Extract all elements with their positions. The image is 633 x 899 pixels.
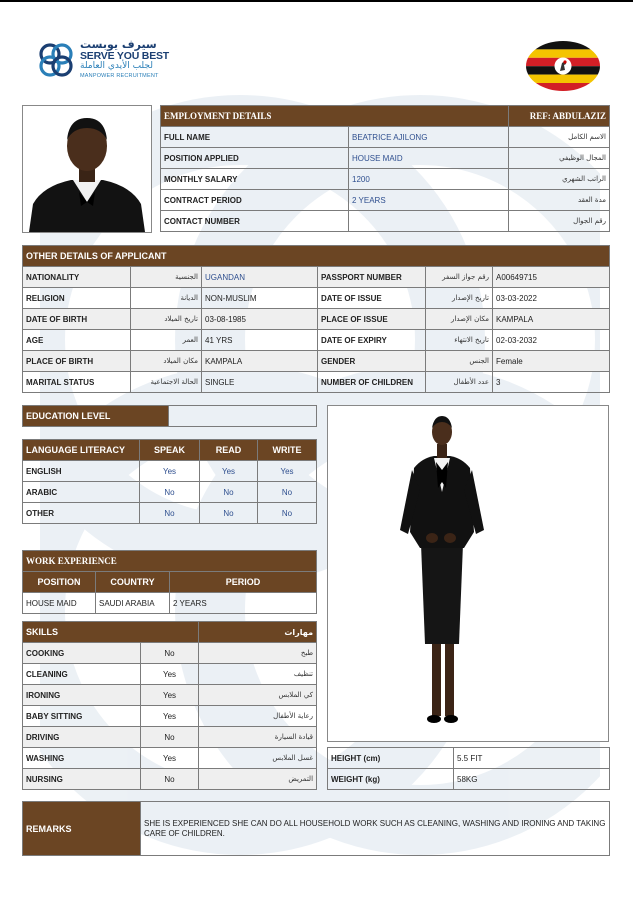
remarks-table xyxy=(22,801,610,856)
other-details-table xyxy=(22,245,610,393)
speak-header: SPEAK xyxy=(140,440,200,461)
skill-label-ar: تنظيف xyxy=(199,664,317,685)
work-period-value: 2 YEARS xyxy=(170,593,317,614)
speak-value: No xyxy=(140,503,200,524)
height-value: 5.5 FIT xyxy=(454,748,610,769)
skill-label-ar: التمريض xyxy=(199,769,317,790)
table-row xyxy=(23,727,317,748)
place-of-issue-label-ar: مكان الإصدار xyxy=(426,309,493,330)
table-row xyxy=(23,685,317,706)
education-level-value xyxy=(169,406,317,427)
position-applied-label: POSITION APPLIED xyxy=(161,148,349,169)
company-logo xyxy=(36,38,176,84)
table-row xyxy=(23,748,317,769)
skills-table xyxy=(22,621,317,790)
skill-label: CLEANING xyxy=(23,664,141,685)
date-of-birth-label-ar: تاريخ الميلاد xyxy=(131,309,202,330)
table-row xyxy=(23,482,317,503)
gender-value: Female xyxy=(493,351,610,372)
logo-arabic-name: سيرف يوبست xyxy=(80,38,157,51)
top-rule xyxy=(0,0,633,2)
skills-title-ar: مهارات xyxy=(199,622,317,643)
place-of-issue-label: PLACE OF ISSUE xyxy=(318,309,426,330)
monthly-salary-label-ar: الراتب الشهري xyxy=(509,169,610,190)
language-name: OTHER xyxy=(23,503,140,524)
full-name-label: FULL NAME xyxy=(161,127,349,148)
applicant-headshot-photo xyxy=(22,105,152,233)
place-of-birth-value: KAMPALA xyxy=(202,351,318,372)
table-row xyxy=(161,127,610,148)
gender-label: GENDER xyxy=(318,351,426,372)
skill-label: NURSING xyxy=(23,769,141,790)
full-name-value: BEATRICE AJILONG xyxy=(349,127,509,148)
logo-english-name: SERVE YOU BEST xyxy=(80,50,170,62)
measurements-table xyxy=(327,747,610,790)
work-experience-table xyxy=(22,550,317,614)
table-row xyxy=(328,748,610,769)
age-value: 41 YRS xyxy=(202,330,318,351)
table-row xyxy=(23,267,610,288)
monthly-salary-value: 1200 xyxy=(349,169,509,190)
contact-number-label: CONTACT NUMBER xyxy=(161,211,349,232)
work-position-value: HOUSE MAID xyxy=(23,593,96,614)
table-row xyxy=(23,372,610,393)
language-literacy-title: LANGUAGE LITERACY xyxy=(23,440,140,461)
height-label: HEIGHT (cm) xyxy=(328,748,454,769)
date-of-birth-label: DATE OF BIRTH xyxy=(23,309,131,330)
skill-label: WASHING xyxy=(23,748,141,769)
read-value: No xyxy=(200,482,258,503)
skill-value: Yes xyxy=(141,664,199,685)
period-header: PERIOD xyxy=(170,572,317,593)
speak-value: Yes xyxy=(140,461,200,482)
position-applied-label-ar: المجال الوظيفي xyxy=(509,148,610,169)
skill-value: Yes xyxy=(141,685,199,706)
contract-period-label: CONTRACT PERIOD xyxy=(161,190,349,211)
speak-value: No xyxy=(140,482,200,503)
table-row xyxy=(23,503,317,524)
skill-value: Yes xyxy=(141,706,199,727)
education-level-table xyxy=(22,405,317,427)
table-row xyxy=(328,769,610,790)
skill-value: No xyxy=(141,643,199,664)
write-value: No xyxy=(258,503,317,524)
passport-number-value: A00649715 xyxy=(493,267,610,288)
table-row xyxy=(23,643,317,664)
contact-number-value xyxy=(349,211,509,232)
skill-value: No xyxy=(141,769,199,790)
date-of-expiry-label-ar: تاريخ الانتهاء xyxy=(426,330,493,351)
logo-mark-icon xyxy=(36,40,76,80)
read-value: No xyxy=(200,503,258,524)
date-of-issue-value: 03-03-2022 xyxy=(493,288,610,309)
applicant-full-body-photo xyxy=(327,405,609,742)
number-of-children-label-ar: عدد الأطفال xyxy=(426,372,493,393)
skill-label-ar: طبخ xyxy=(199,643,317,664)
skill-label: DRIVING xyxy=(23,727,141,748)
contact-number-label-ar: رقم الجوال xyxy=(509,211,610,232)
date-of-expiry-value: 02-03-2032 xyxy=(493,330,610,351)
date-of-issue-label-ar: تاريخ الإصدار xyxy=(426,288,493,309)
table-row xyxy=(23,351,610,372)
table-row xyxy=(23,288,610,309)
write-header: WRITE xyxy=(258,440,317,461)
gender-label-ar: الجنس xyxy=(426,351,493,372)
write-value: Yes xyxy=(258,461,317,482)
table-row xyxy=(23,769,317,790)
date-of-birth-value: 03-08-1985 xyxy=(202,309,318,330)
weight-label: WEIGHT (kg) xyxy=(328,769,454,790)
nationality-label-ar: الجنسية xyxy=(131,267,202,288)
logo-arabic-sub: لجلب الأيدي العاملة xyxy=(80,61,153,71)
passport-number-label-ar: رقم جواز السفر xyxy=(426,267,493,288)
table-row xyxy=(161,190,610,211)
age-label-ar: العمر xyxy=(131,330,202,351)
education-level-title: EDUCATION LEVEL xyxy=(23,406,169,427)
religion-value: NON-MUSLIM xyxy=(202,288,318,309)
skill-label-ar: قيادة السيارة xyxy=(199,727,317,748)
number-of-children-label: NUMBER OF CHILDREN xyxy=(318,372,426,393)
skill-label: BABY SITTING xyxy=(23,706,141,727)
language-name: ENGLISH xyxy=(23,461,140,482)
date-of-expiry-label: DATE OF EXPIRY xyxy=(318,330,426,351)
date-of-issue-label: DATE OF ISSUE xyxy=(318,288,426,309)
table-row xyxy=(23,330,610,351)
skill-label: COOKING xyxy=(23,643,141,664)
employment-details-title: EMPLOYMENT DETAILS xyxy=(161,106,509,127)
number-of-children-value: 3 xyxy=(493,372,610,393)
table-row xyxy=(23,664,317,685)
remarks-label: REMARKS xyxy=(23,802,141,856)
position-applied-value: HOUSE MAID xyxy=(349,148,509,169)
table-row xyxy=(23,309,610,330)
remarks-text: SHE IS EXPERIENCED SHE CAN DO ALL HOUSEHOLD WORK SUCH AS CLEANING, WASHING AND IRONING AND TAKING CARE OF CHILDREN. xyxy=(141,802,610,856)
work-experience-title: WORK EXPERIENCE xyxy=(23,551,317,572)
marital-status-label: MARITAL STATUS xyxy=(23,372,131,393)
weight-value: 58KG xyxy=(454,769,610,790)
age-label: AGE xyxy=(23,330,131,351)
write-value: No xyxy=(258,482,317,503)
religion-label: RELIGION xyxy=(23,288,131,309)
marital-status-label-ar: الحالة الاجتماعية xyxy=(131,372,202,393)
religion-label-ar: الديانة xyxy=(131,288,202,309)
monthly-salary-label: MONTHLY SALARY xyxy=(161,169,349,190)
skill-label-ar: رعاية الأطفال xyxy=(199,706,317,727)
skill-value: No xyxy=(141,727,199,748)
skill-label-ar: غسل الملابس xyxy=(199,748,317,769)
table-row xyxy=(161,169,610,190)
skill-label: IRONING xyxy=(23,685,141,706)
skills-title: SKILLS xyxy=(23,622,199,643)
table-row xyxy=(161,211,610,232)
table-row xyxy=(23,706,317,727)
read-value: Yes xyxy=(200,461,258,482)
nationality-label: NATIONALITY xyxy=(23,267,131,288)
language-name: ARABIC xyxy=(23,482,140,503)
employment-details-table xyxy=(160,105,610,232)
logo-subtitle: MANPOWER RECRUITMENT xyxy=(80,73,159,79)
contract-period-value: 2 YEARS xyxy=(349,190,509,211)
country-header: COUNTRY xyxy=(96,572,170,593)
table-row xyxy=(161,148,610,169)
other-details-title: OTHER DETAILS OF APPLICANT xyxy=(23,246,610,267)
marital-status-value: SINGLE xyxy=(202,372,318,393)
nationality-value: UGANDAN xyxy=(202,267,318,288)
position-header: POSITION xyxy=(23,572,96,593)
table-row xyxy=(23,593,317,614)
work-country-value: SAUDI ARABIA xyxy=(96,593,170,614)
place-of-birth-label-ar: مكان الميلاد xyxy=(131,351,202,372)
place-of-issue-value: KAMPALA xyxy=(493,309,610,330)
read-header: READ xyxy=(200,440,258,461)
passport-number-label: PASSPORT NUMBER xyxy=(318,267,426,288)
full-name-label-ar: الاسم الكامل xyxy=(509,127,610,148)
place-of-birth-label: PLACE OF BIRTH xyxy=(23,351,131,372)
contract-period-label-ar: مدة العقد xyxy=(509,190,610,211)
table-row xyxy=(23,461,317,482)
reference-label: REF: ABDULAZIZ xyxy=(509,106,610,127)
skill-label-ar: كي الملابس xyxy=(199,685,317,706)
language-literacy-table xyxy=(22,439,317,524)
uganda-flag-icon xyxy=(526,41,600,91)
skill-value: Yes xyxy=(141,748,199,769)
